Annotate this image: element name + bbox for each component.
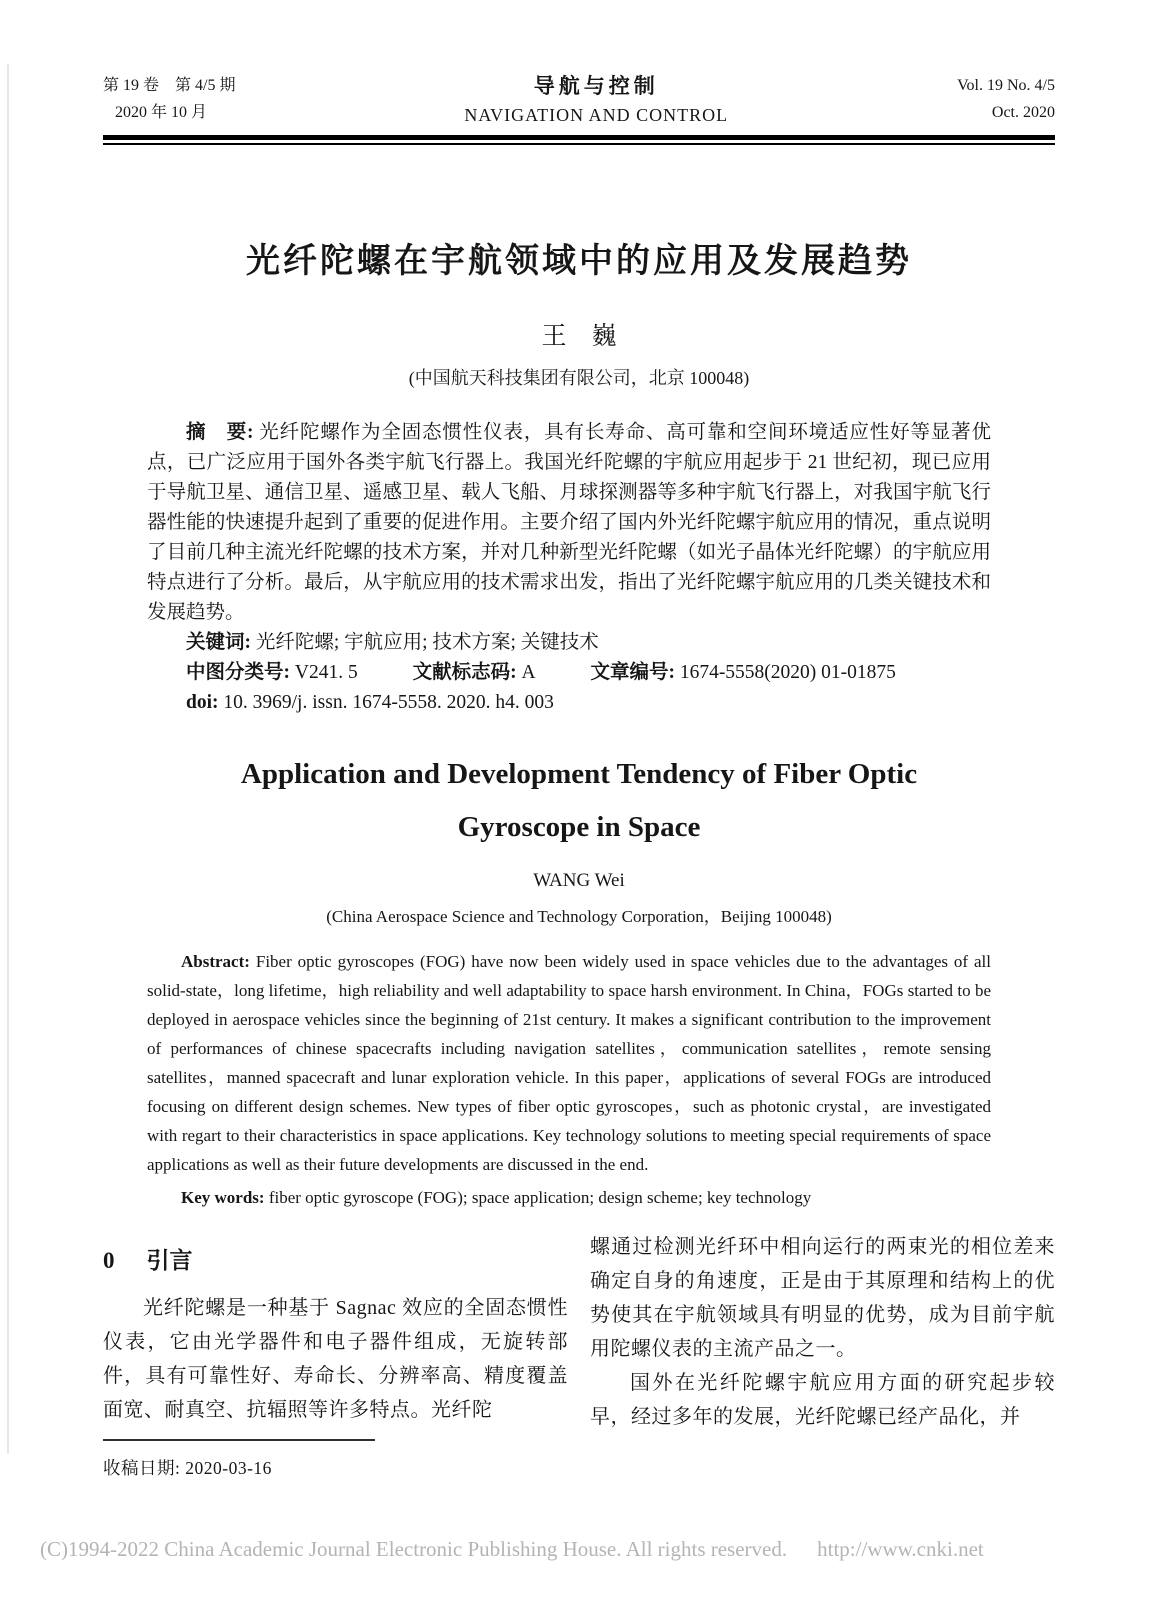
left-column <box>103 1230 568 1480</box>
abstract-en <box>147 947 991 1179</box>
article-title-cn: 光纤陀螺在宇航领域中的应用及发展趋势 <box>246 243 912 280</box>
keywords-text-cn: 光纤陀螺; 宇航应用; 技术方案; 关键技术 <box>255 632 599 653</box>
received-date-label: 收稿日期: <box>103 1458 181 1478</box>
journal-title-en: NAVIGATION AND CONTROL <box>464 105 729 125</box>
cnki-url: http://www.cnki.net <box>817 1537 984 1561</box>
classification-line <box>147 658 991 688</box>
header-rule-thin <box>103 143 1055 145</box>
section-title: 引言 <box>146 1248 193 1273</box>
doi-value: 10. 3969/j. issn. 1674-5558. 2020. h4. 003 <box>223 692 554 713</box>
section-number: 0 <box>103 1248 115 1273</box>
article-title-en-line1: Application and Development Tendency of Fiber Optic <box>240 758 918 790</box>
abstract-text-en: Fiber optic gyroscopes (FOG) have now been widely used in space vehicles due to the advantages of all solid-state，long lifetime，high reliability and well adaptability to space harsh environment. In China，FOGs started to be deployed in aerospace vehicles since the beginning of 21st century. It makes a significant contribution to the improvement of performances of chinese spacecrafts including navigation satellites，communication satellites，remote sensing satellites，manned spacecraft and lunar exploration vehicle. In this paper，applications of several FOGs are introduced focusing on different design schemes. New types of fiber optic gyroscopes，such as photonic crystal，are investigated with regart to their characteristics in space applications. Key technology solutions to meeting special requirements of space applications as well as their future developments are discussed in the end. <box>147 952 992 1174</box>
author-name-en: WANG Wei <box>533 870 625 891</box>
journal-date-cn: 2020 年 10 月 <box>115 104 208 121</box>
footnote-rule <box>103 1439 375 1441</box>
doi-line <box>147 688 991 718</box>
clc-value: V241. 5 <box>294 662 358 683</box>
abstract-cn <box>147 418 991 628</box>
received-date-value: 2020-03-16 <box>185 1458 272 1478</box>
doc-code-label: 文献标志码: <box>412 662 517 683</box>
journal-volume-issue-en: Vol. 19 No. 4/5 <box>957 77 1055 94</box>
journal-title-cn: 导航与控制 <box>533 74 659 98</box>
footnote-block <box>103 1439 568 1480</box>
page-content <box>103 72 1055 1480</box>
doi-label: doi: <box>186 692 219 713</box>
article-title-en-line2: Gyroscope in Space <box>457 811 701 843</box>
author-affiliation-cn: (中国航天科技集团有限公司，北京 100048) <box>408 368 750 388</box>
front-matter-cn <box>147 418 991 718</box>
article-title-en <box>103 748 1055 854</box>
clc-label: 中图分类号: <box>186 662 290 683</box>
keywords-text-en: fiber optic gyroscope (FOG); space application; design scheme; key technology <box>268 1188 812 1207</box>
keywords-label-en: Key words: <box>181 1188 265 1207</box>
journal-header <box>103 72 1055 126</box>
abstract-text-cn: 光纤陀螺作为全固态惯性仪表，具有长寿命、高可靠和空间环境适应性好等显著优点，已广泛应用于国外各类宇航飞行器上。我国光纤陀螺的宇航应用起步于 21 世纪初，现已应用于导航卫星、通信卫星、遥感卫星、载人飞船、月球探测器等多种宇航飞行器上，对我国宇航飞行器性能的快速提升起到了重要的促进作用。主要介绍了国内外光纤陀螺宇航应用的情况，重点说明了目前几种主流光纤陀螺的技术方案，并对几种新型光纤陀螺（如光子晶体光纤陀螺）的宇航应用特点进行了分析。最后，从宇航应用的技术需求出发，指出了光纤陀螺宇航应用的几类关键技术和发展趋势。 <box>147 422 991 623</box>
journal-date-en: Oct. 2020 <box>991 104 1055 121</box>
clc-group <box>186 662 358 683</box>
abstract-label-cn: 摘 要: <box>186 422 254 443</box>
intro-paragraph-left: 光纤陀螺是一种基于 Sagnac 效应的全固态惯性仪表，它由光学器件和电子器件组成，无旋转部件，具有可靠性好、寿命长、分辨率高、精度覆盖面宽、耐真空、抗辐照等许多特点。光纤陀 <box>103 1297 568 1421</box>
keywords-cn <box>147 628 991 658</box>
right-column <box>590 1230 1055 1480</box>
cnki-watermark <box>40 1537 984 1562</box>
keywords-label-cn: 关键词: <box>186 632 251 653</box>
journal-issue-en <box>957 72 1055 126</box>
journal-title-block <box>464 70 728 126</box>
journal-issue-cn <box>103 72 235 126</box>
abstract-label-en: Abstract: <box>181 952 250 971</box>
keywords-en <box>147 1183 991 1212</box>
intro-paragraph-right-1: 螺通过检测光纤环中相向运行的两束光的相位差来确定自身的角速度，正是由于其原理和结构上的优势使其在宇航领域具有明显的优势，成为目前宇航用陀螺仪表的主流产品之一。 <box>590 1236 1055 1360</box>
article-no-label: 文章编号: <box>590 662 675 683</box>
article-no-group <box>590 662 895 683</box>
intro-paragraph-right-2: 国外在光纤陀螺宇航应用方面的研究起步较早，经过多年的发展，光纤陀螺已经产品化，并 <box>590 1372 1055 1428</box>
received-date-line <box>103 1455 568 1480</box>
journal-volume-issue-cn: 第 19 卷 第 4/5 期 <box>103 77 236 94</box>
section-heading-introduction <box>103 1242 568 1275</box>
article-no-value: 1674-5558(2020) 01-01875 <box>679 662 896 683</box>
header-rule <box>103 135 1055 145</box>
doc-code-value: A <box>521 662 536 683</box>
author-affiliation-en: (China Aerospace Science and Technology Corporation，Beijing 100048) <box>326 907 832 926</box>
copyright-text: (C)1994-2022 China Academic Journal Electronic Publishing House. All rights reserved. <box>40 1537 788 1561</box>
doc-code-group <box>413 662 536 683</box>
author-name-cn: 王 巍 <box>541 323 617 350</box>
scan-edge-artifact <box>7 64 9 1454</box>
body-columns <box>103 1230 1055 1480</box>
header-rule-thick <box>103 135 1055 140</box>
